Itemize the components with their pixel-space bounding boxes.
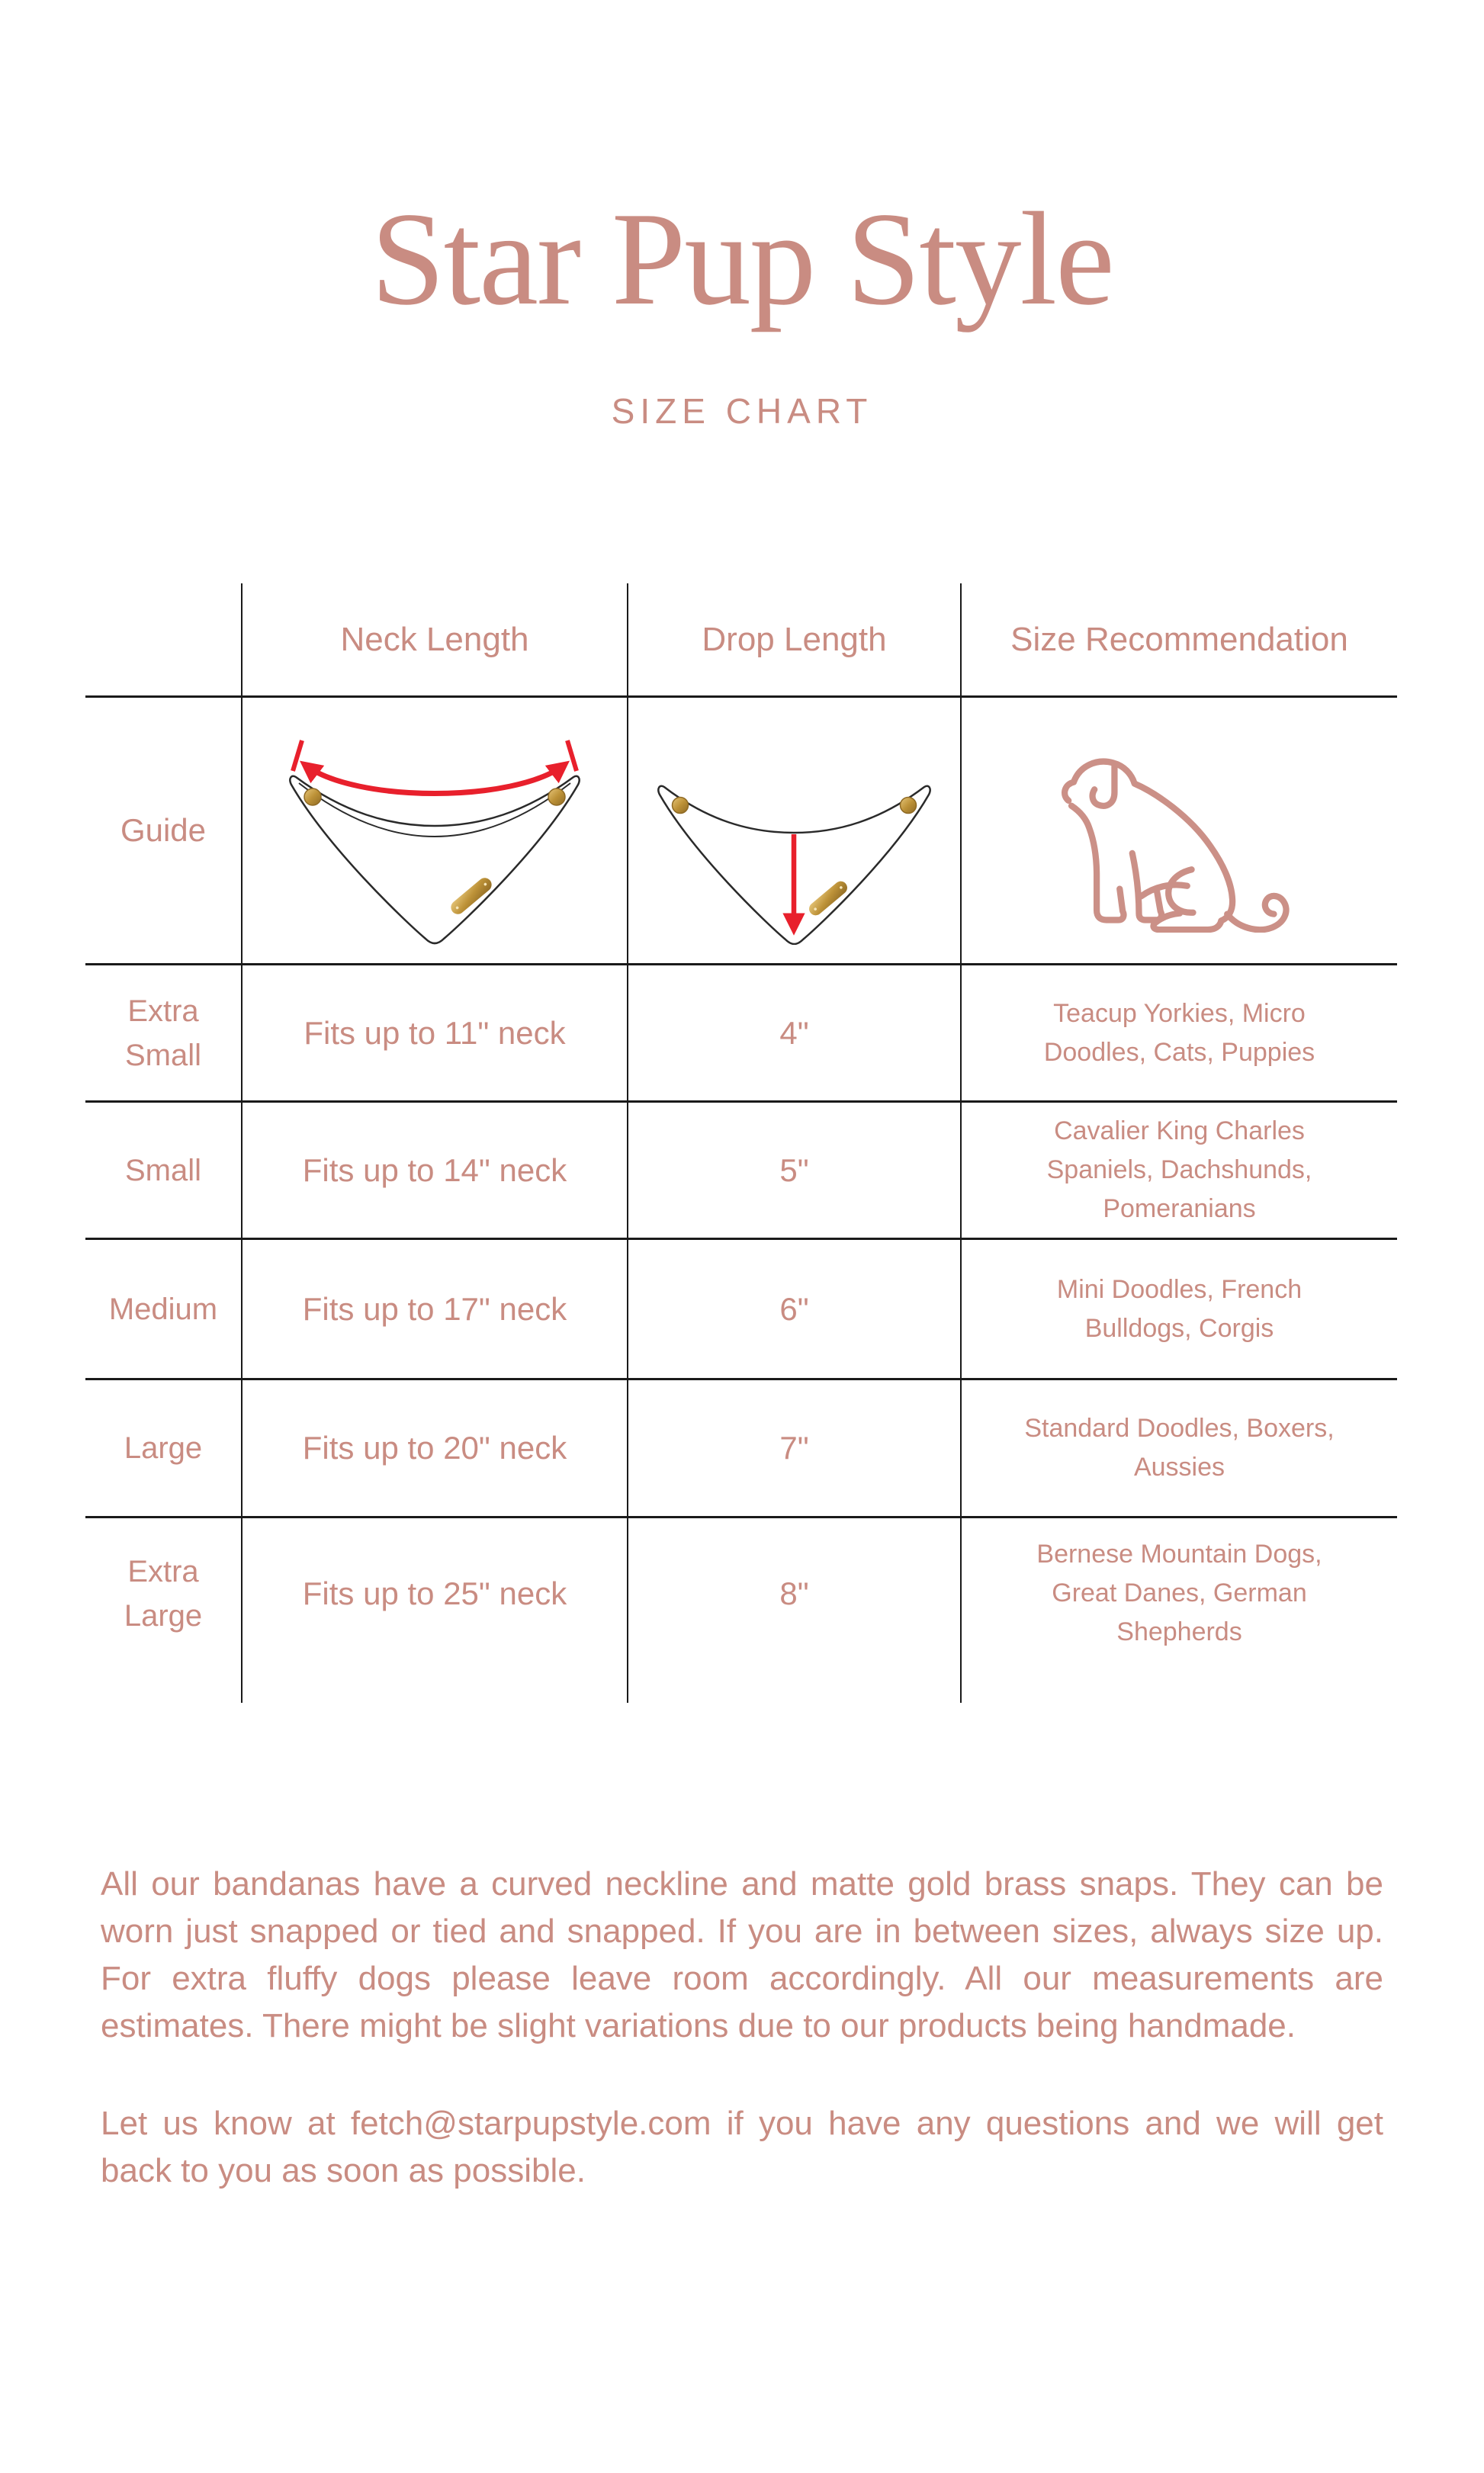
neck-value: Fits up to 14" neck	[241, 1100, 627, 1238]
dog-rear-and-paw	[1153, 914, 1221, 930]
dog-tail	[1227, 896, 1286, 930]
measure-end-ticks	[293, 740, 577, 771]
snap-right	[548, 788, 565, 805]
recommendation-value: Cavalier King Charles Spaniels, Dachshunds, Pomeranians	[960, 1100, 1397, 1238]
contact-paragraph: Let us know at fetch@starpupstyle.com if you have any questions and we will get back to you as soon as possible.	[101, 2105, 1383, 2189]
footer-notes	[101, 1861, 1383, 2195]
neck-length-diagram-icon	[282, 730, 587, 951]
column-header-neck-length: Neck Length	[241, 583, 627, 695]
size-label: Small	[85, 1100, 241, 1238]
care-note-paragraph: All our bandanas have a curved neckline and matte gold brass snaps. They can be worn just snapped or tied and snapped. If you are in between sizes, always size up. For extra fluffy dogs please leave room accordingly. All our measurements are estimates. There might be slight variations due to our products being handmade.	[101, 1865, 1383, 2044]
guide-drop-cell	[627, 695, 960, 963]
table-tail-spacer	[627, 1668, 960, 1703]
size-label: Medium	[85, 1238, 241, 1378]
page-subtitle: SIZE CHART	[611, 391, 873, 431]
table-tail-spacer	[960, 1668, 1397, 1703]
guide-row-label: Guide	[85, 695, 241, 963]
guide-neck-cell	[241, 695, 627, 963]
guide-recommendation-cell	[960, 695, 1397, 963]
sitting-dog-icon	[1046, 744, 1313, 933]
drop-value: 7"	[627, 1378, 960, 1516]
bandana-outline	[290, 776, 579, 943]
recommendation-value: Standard Doodles, Boxers, Aussies	[960, 1378, 1397, 1516]
drop-value: 6"	[627, 1238, 960, 1378]
snap-left	[673, 798, 689, 814]
table-tail-spacer	[241, 1668, 627, 1703]
neck-value: Fits up to 20" neck	[241, 1378, 627, 1516]
dog-haunch	[1168, 869, 1193, 912]
column-header-drop-length: Drop Length	[627, 583, 960, 695]
recommendation-value: Mini Doodles, French Bulldogs, Corgis	[960, 1238, 1397, 1378]
neck-value: Fits up to 11" neck	[241, 963, 627, 1100]
size-label: Extra Small	[85, 963, 241, 1100]
column-header-blank	[85, 583, 241, 695]
recommendation-value: Bernese Mountain Dogs, Great Danes, German Shepherds	[960, 1516, 1397, 1668]
drop-value: 8"	[627, 1516, 960, 1668]
neck-value: Fits up to 25" neck	[241, 1516, 627, 1668]
dog-head-and-back	[1065, 762, 1232, 921]
neck-measure-arrow	[305, 765, 564, 794]
snap-right	[901, 798, 917, 814]
column-header-size-recommendation: Size Recommendation	[960, 583, 1397, 695]
size-chart-table	[85, 583, 1397, 1703]
table-tail-spacer	[85, 1668, 241, 1703]
dog-chest-front-leg	[1071, 806, 1123, 920]
brand-title: Star Pup Style	[371, 185, 1113, 332]
size-label: Extra Large	[85, 1516, 241, 1668]
dog-belly	[1141, 885, 1187, 896]
recommendation-value: Teacup Yorkies, Micro Doodles, Cats, Puppies	[960, 963, 1397, 1100]
size-label: Large	[85, 1378, 241, 1516]
drop-value: 4"	[627, 963, 960, 1100]
drop-value: 5"	[627, 1100, 960, 1238]
dog-ear	[1092, 764, 1114, 806]
drop-length-diagram-icon	[651, 743, 937, 945]
neck-value: Fits up to 17" neck	[241, 1238, 627, 1378]
snap-left	[304, 788, 321, 805]
